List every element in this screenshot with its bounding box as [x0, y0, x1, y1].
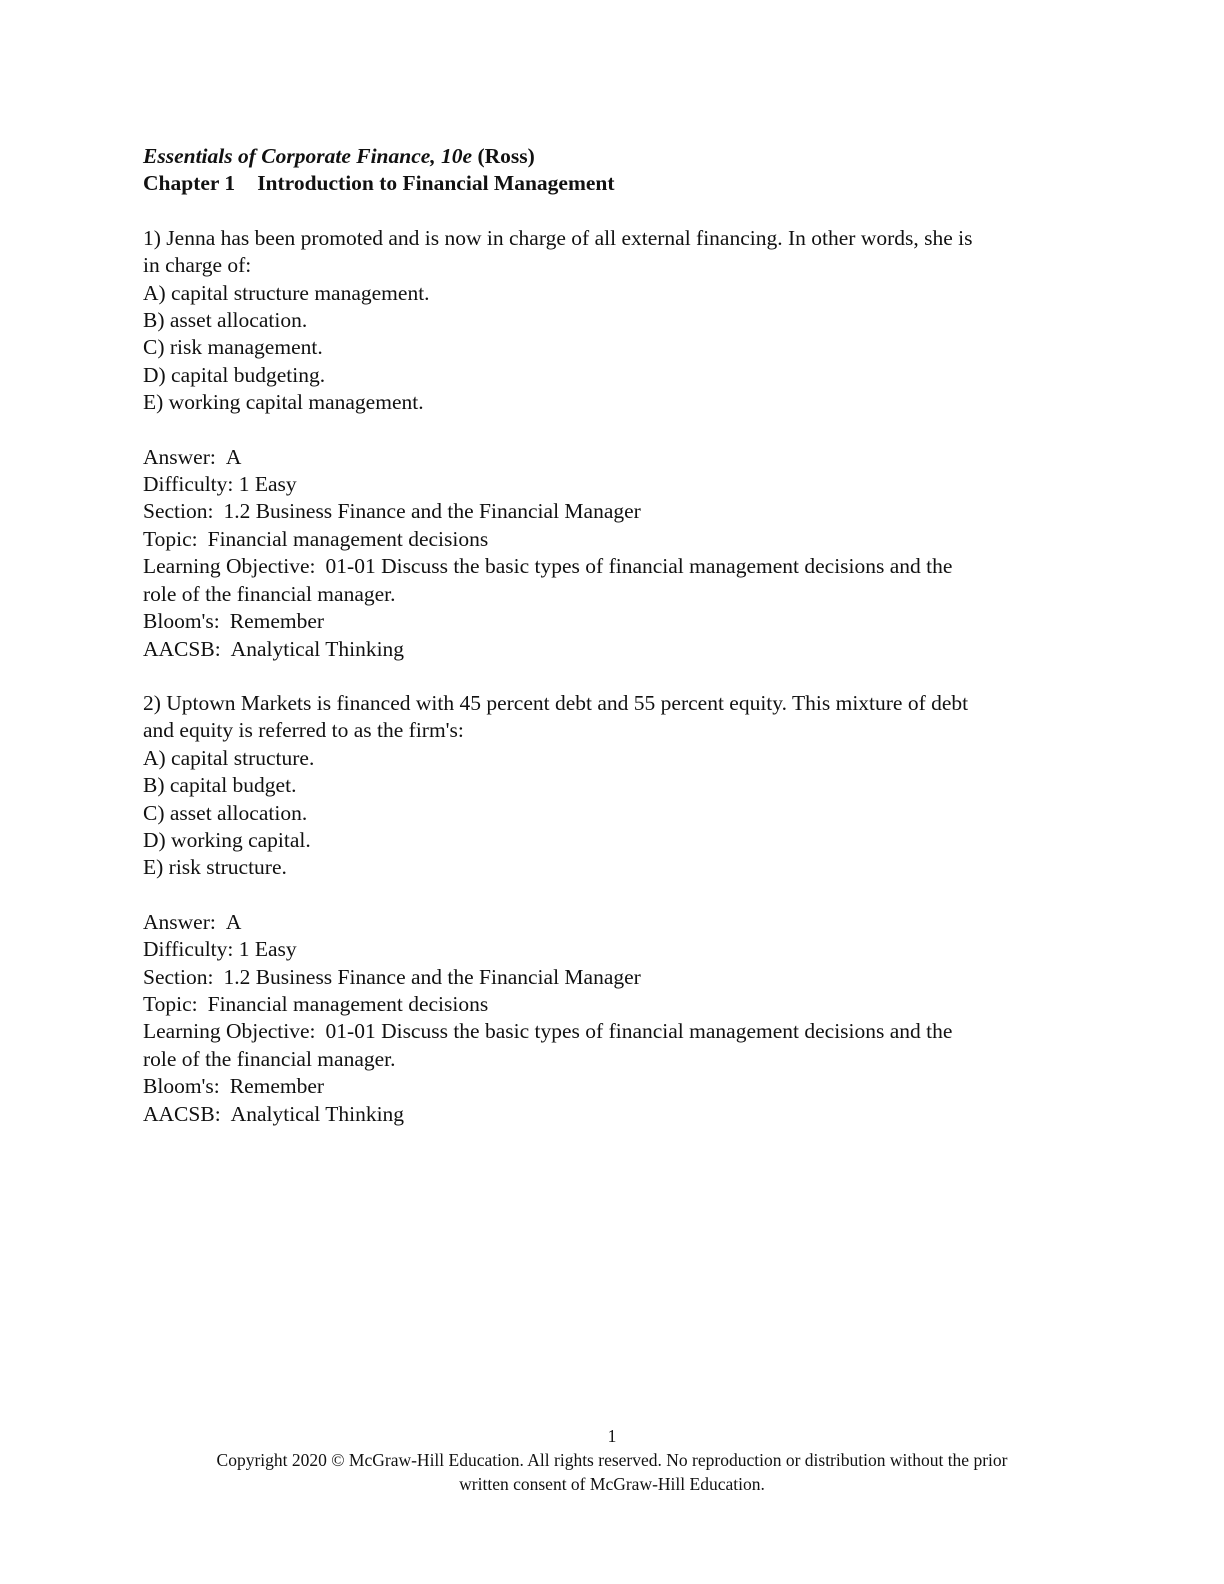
learning-objective-continued: role of the financial manager. — [143, 581, 396, 606]
chapter-label: Chapter 1 — [143, 171, 236, 196]
copyright-line: written consent of McGraw-Hill Education. — [459, 1474, 765, 1494]
blooms-value: Remember — [229, 609, 325, 634]
question-metadata — [143, 444, 1073, 663]
topic-value: Financial management decisions — [207, 991, 489, 1016]
chapter-title: Introduction to Financial Management — [257, 171, 615, 196]
difficulty-value: 1 Easy — [238, 472, 297, 497]
aacsb-line — [143, 1101, 1073, 1128]
answer-option-d: D) working capital. — [143, 827, 311, 852]
difficulty-line — [143, 471, 1073, 498]
blooms-label: Bloom's: — [143, 609, 220, 634]
aacsb-line — [143, 636, 1073, 663]
section-value: 1.2 Business Finance and the Financial Manager — [223, 964, 641, 989]
question-1 — [143, 225, 1073, 663]
section-label: Section: — [143, 964, 214, 989]
answer-option-b: B) capital budget. — [143, 773, 297, 798]
blooms-value: Remember — [229, 1074, 325, 1099]
blooms-line — [143, 608, 1073, 635]
section-value: 1.2 Business Finance and the Financial Manager — [223, 499, 641, 524]
aacsb-value: Analytical Thinking — [230, 636, 405, 661]
question-metadata — [143, 909, 1073, 1128]
answer-line — [143, 909, 1073, 936]
answer-value: A — [225, 444, 242, 469]
answer-option-a: A) capital structure. — [143, 745, 315, 770]
chapter-heading — [143, 170, 1073, 197]
question-prompt-line: and equity is referred to as the firm's: — [143, 718, 464, 743]
answer-option-c: C) risk management. — [143, 335, 323, 360]
question-prompt-line: 2) Uptown Markets is financed with 45 percent debt and 55 percent equity. This mixture of debt — [143, 690, 969, 715]
book-title — [143, 143, 1073, 170]
answer-option-e: E) working capital management. — [143, 390, 424, 415]
learning-objective-label: Learning Objective: — [143, 554, 316, 579]
question-prompt-line: in charge of: — [143, 253, 252, 278]
page-footer — [0, 1424, 1224, 1496]
difficulty-value: 1 Easy — [238, 937, 297, 962]
aacsb-label: AACSB: — [143, 1101, 221, 1126]
answer-option-d: D) capital budgeting. — [143, 362, 326, 387]
page-number: 1 — [607, 1426, 617, 1446]
aacsb-value: Analytical Thinking — [230, 1101, 405, 1126]
answer-option-b: B) asset allocation. — [143, 308, 308, 333]
book-title-text: Essentials of Corporate Finance, 10e — [143, 144, 473, 168]
answer-label: Answer: — [143, 909, 216, 934]
copyright-notice — [152, 1448, 1072, 1496]
learning-objective-line — [143, 1018, 1073, 1045]
difficulty-label: Difficulty: — [143, 472, 234, 497]
section-label: Section: — [143, 499, 214, 524]
topic-line — [143, 526, 1073, 553]
learning-objective-value: 01-01 Discuss the basic types of financial management decisions and the — [325, 1019, 953, 1044]
aacsb-label: AACSB: — [143, 636, 221, 661]
answer-option-a: A) capital structure management. — [143, 280, 430, 305]
question-2 — [143, 690, 1073, 1128]
learning-objective-label: Learning Objective: — [143, 1019, 316, 1044]
learning-objective-value: 01-01 Discuss the basic types of financial management decisions and the — [325, 554, 953, 579]
answer-value: A — [225, 909, 242, 934]
topic-label: Topic: — [143, 991, 198, 1016]
blooms-label: Bloom's: — [143, 1074, 220, 1099]
answer-option-e: E) risk structure. — [143, 855, 287, 880]
answer-label: Answer: — [143, 444, 216, 469]
learning-objective-line — [143, 553, 1073, 580]
answer-line — [143, 444, 1073, 471]
copyright-line: Copyright 2020 © McGraw-Hill Education. All rights reserved. No reproduction or distribution without the prior — [216, 1450, 1008, 1470]
section-line — [143, 498, 1073, 525]
learning-objective-continued: role of the financial manager. — [143, 1046, 396, 1071]
topic-value: Financial management decisions — [207, 526, 489, 551]
topic-label: Topic: — [143, 526, 198, 551]
page-content — [143, 143, 1073, 1128]
blooms-line — [143, 1073, 1073, 1100]
section-line — [143, 964, 1073, 991]
topic-line — [143, 991, 1073, 1018]
difficulty-line — [143, 936, 1073, 963]
answer-option-c: C) asset allocation. — [143, 800, 308, 825]
question-prompt-line: 1) Jenna has been promoted and is now in charge of all external financing. In other words, she is — [143, 225, 973, 250]
book-author: (Ross) — [477, 144, 535, 168]
difficulty-label: Difficulty: — [143, 937, 234, 962]
